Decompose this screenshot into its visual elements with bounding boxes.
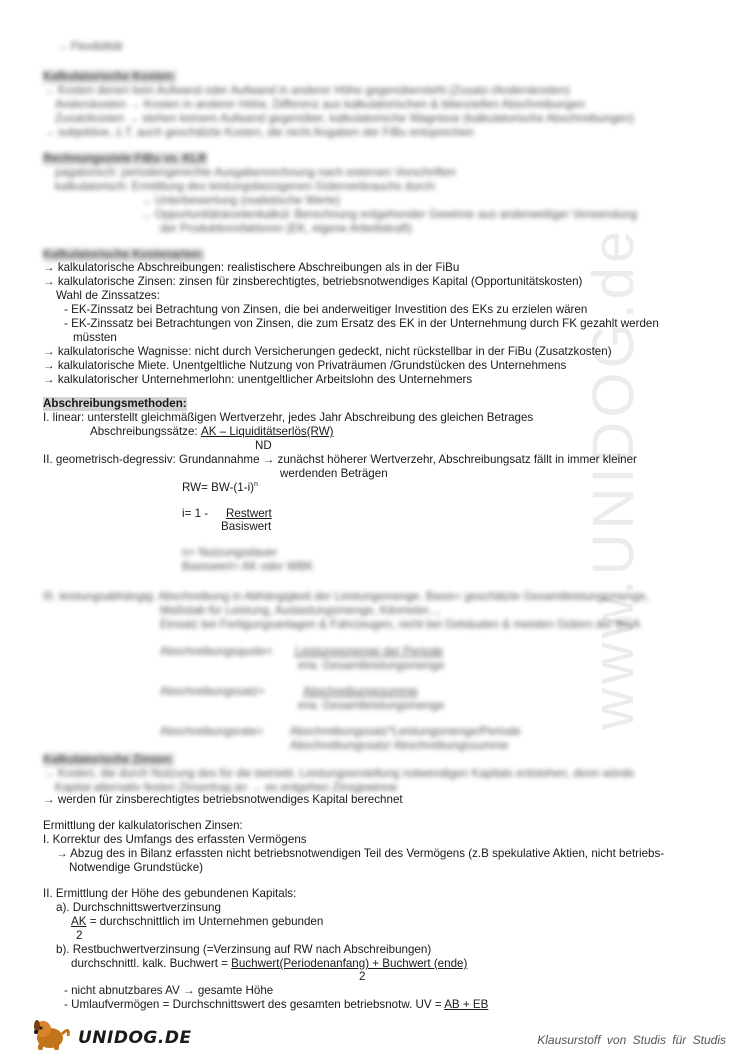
zinsen-option-b: b). Restbuchwertverzinsung (=Verzinsung auf RW nach Abschreibungen) xyxy=(56,943,432,956)
kostenart-miete: → kalkulatorische Miete. Unentgeltliche Nutzung von Privaträumen /Grundstücken des Unternehmens xyxy=(43,359,567,372)
blur-line: → Kosten, die durch Nutzung des für die betriebl. Leistungserstellung notwendigen Kapitals entstehen, denn würde xyxy=(43,767,635,780)
blur-heading: Kalkulatorische Kostenarten: xyxy=(43,248,205,261)
saetze-label: Abschreibungssätze: xyxy=(90,425,198,438)
zinssatz-option-1: - EK-Zinssatz bei Betrachtung von Zinsen, die bei anderweitiger Investition des EKs zu erzielen wären xyxy=(64,303,588,316)
blur-line: n= Nutzungsdauer xyxy=(182,546,278,559)
blur-line: der Produktionsfaktoren (EK, eigene Arbeitskraft) xyxy=(160,222,412,235)
blur-line: Einsatz bei Fertigungsanlagen & Fahrzeugen, nicht bei Gebäuden & meisten Gütern der BGA xyxy=(160,618,641,631)
logo-text: UNIDOG.DE xyxy=(78,1028,192,1048)
zinssatz-option-2: - EK-Zinssatz bei Betrachtungen von Zinsen, die zum Ersatz des EK in der Unternehmung durch FK gezahlt werden xyxy=(64,317,659,330)
zinsen-korrektur: I. Korrektur des Umfangs des erfassten Vermögens xyxy=(43,833,307,846)
i-formula-numerator: Restwert xyxy=(226,507,272,520)
blur-line: → Opportunitätskostenkalkül: Berechnung entgehender Gewinne aus anderweitiger Verwendung xyxy=(140,208,637,221)
saetze-denominator: ND xyxy=(255,439,272,452)
kostenart-unternehmerlohn: → kalkulatorischer Unternehmerlohn: unentgeltlicher Arbeitslohn des Unternehmers xyxy=(43,373,473,386)
abschreibung-heading: Abschreibungsmethoden: xyxy=(43,397,187,410)
zinsen-abzug-cont: Notwendige Grundstücke) xyxy=(69,861,204,874)
blur-line: Abschreibungssatz= xyxy=(160,685,265,698)
blur-line: → Kosten denen kein Aufwand oder Aufwand in anderer Höhe gegenübersteht (Zusatz-/Anderskosten) xyxy=(43,84,570,97)
i-formula-label: i= 1 - xyxy=(182,507,209,520)
zinsen-option-b-formula: durchschnittl. kalk. Buchwert = Buchwert(Periodenanfang) + Buchwert (ende) xyxy=(71,957,468,970)
blur-line: Maßstab für Leistung, Auslastungsmenge, Kilometer.... xyxy=(160,604,441,617)
zinsen-option-a-denominator: 2 xyxy=(76,929,83,942)
zinsen-abzug: → Abzug des in Bilanz erfassten nicht betriebsnotwendigen Teil des Vermögens (z.B spekulative Aktien, nicht betriebs- xyxy=(56,847,665,860)
i-formula-denominator: Basiswert xyxy=(221,520,272,533)
saetze-numerator: AK – Liquiditätserlös(RW) xyxy=(201,425,334,438)
zinsen-ermittlung: Ermittlung der kalkulatorischen Zinsen: xyxy=(43,819,243,832)
blur-line: → Flexibilität xyxy=(56,40,123,53)
blur-line: erw. Gesamtleistungsmenge xyxy=(298,699,445,712)
footer-slogan: Klausurstoff von Studis für Studis xyxy=(537,1033,726,1047)
method-geometrisch: II. geometrisch-degressiv: Grundannahme → zunächst höherer Wertverzehr, Abschreibungsatz fällt in immer kleiner xyxy=(43,453,637,466)
blur-heading: Kalkulatorische Kosten: xyxy=(43,70,176,83)
method-geometrisch-cont: werdenden Beträgen xyxy=(280,467,388,480)
unidog-logo xyxy=(28,1016,228,1052)
method-linear: I. linear: unterstellt gleichmäßigen Wertverzehr, jedes Jahr Abschreibung des gleichen Betrages xyxy=(43,411,534,424)
blur-line: Kapital alternativ festen Zinsertrag an → es entgehen Zinsgewinne xyxy=(55,781,398,794)
zinsen-uv: - Umlaufvermögen = Durchschnittswert des gesamten betriebsnotw. UV = AB + EB xyxy=(64,998,489,1011)
zinsen-option-b-denominator: 2 xyxy=(359,970,366,983)
dog-icon xyxy=(28,1016,76,1052)
blur-line: Zusatzkosten → stehen keinem Aufwand gegenüber, kalkulatorische Wagnisse (kalkulatorische Abschreibungen) xyxy=(55,112,634,125)
blur-line: Abschreibungsquote= xyxy=(160,645,273,658)
blur-line: pagatorisch: periodengerechte Ausgabenrechnung nach externen Vorschriften xyxy=(55,166,456,179)
zinssatz-label: Wahl de Zinssatzes: xyxy=(56,289,160,302)
zinssatz-option-2-cont: müssten xyxy=(73,331,117,344)
blur-line: erw. Gesamtleistungsmenge xyxy=(298,659,445,672)
zinsen-option-a-formula: AK = durchschnittlich im Unternehmen gebunden xyxy=(71,915,324,928)
zinsen-line-1: → werden für zinsberechtigtes betriebsnotwendiges Kapital berechnet xyxy=(43,793,403,806)
blur-heading: Rechnungsziele FiBu vs. KLR xyxy=(43,152,207,165)
blur-line: kalkulatorisch: Ermittlung des leistungsbezogenen Güterverbrauchs durch: xyxy=(55,180,438,193)
blur-line: → Unterbewertung (realistische Werte) xyxy=(140,194,341,207)
blur-line: Abschreibungsrate= xyxy=(160,725,264,738)
zinsen-hoehe: II. Ermittlung der Höhe des gebundenen Kapitals: xyxy=(43,887,297,900)
zinsen-av: - nicht abnutzbares AV → gesamte Höhe xyxy=(64,984,274,997)
blur-line: → subjektive, z.T. auch geschätzte Kosten, die nicht Angaben der FiBu entsprechen xyxy=(43,126,474,139)
blur-heading: Kalkulatorische Zinsen: xyxy=(43,753,174,766)
kostenart-wagnisse: → kalkulatorische Wagnisse: nicht durch Versicherungen gedeckt, nicht rückstellbar in der FiBu (Zusatzkosten) xyxy=(43,345,612,358)
rw-formula: $RW= BW-(1-i)^n$ xyxy=(182,481,258,494)
blur-line: III. leistungsabhängig: Abschreibung in Abhängigkeit der Leistungsmenge, Basis= geschätzte Gesamtleistungsmenge, xyxy=(43,590,649,603)
blur-line: Leistungsmenge der Periode xyxy=(295,645,444,658)
blur-line: Anderskosten → Kosten in anderer Höhe, Differenz aus kalkulatorischen & bilanziellen Abschreibungen xyxy=(55,98,586,111)
blur-line: Abschreibungssumme xyxy=(303,685,418,698)
kostenart-zinsen: → kalkulatorische Zinsen: zinsen für zinsberechtigtes, betriebsnotwendiges Kapital (Opportunitätskosten) xyxy=(43,275,583,288)
blur-line: Basiswert= AK oder WBK xyxy=(182,560,314,573)
kostenart-abschreibungen: → kalkulatorische Abschreibungen: realistischere Abschreibungen als in der FiBu xyxy=(43,261,460,274)
watermark: www.UNIDOG.de xyxy=(581,226,646,730)
blur-line: Abschreibungssatz*Leistungsmenge/Periode xyxy=(290,725,521,738)
zinsen-option-a: a). Durchschnittswertverzinsung xyxy=(56,901,221,914)
blur-line: Abschreibungssatz/ Abschreibungssumme xyxy=(290,739,509,752)
